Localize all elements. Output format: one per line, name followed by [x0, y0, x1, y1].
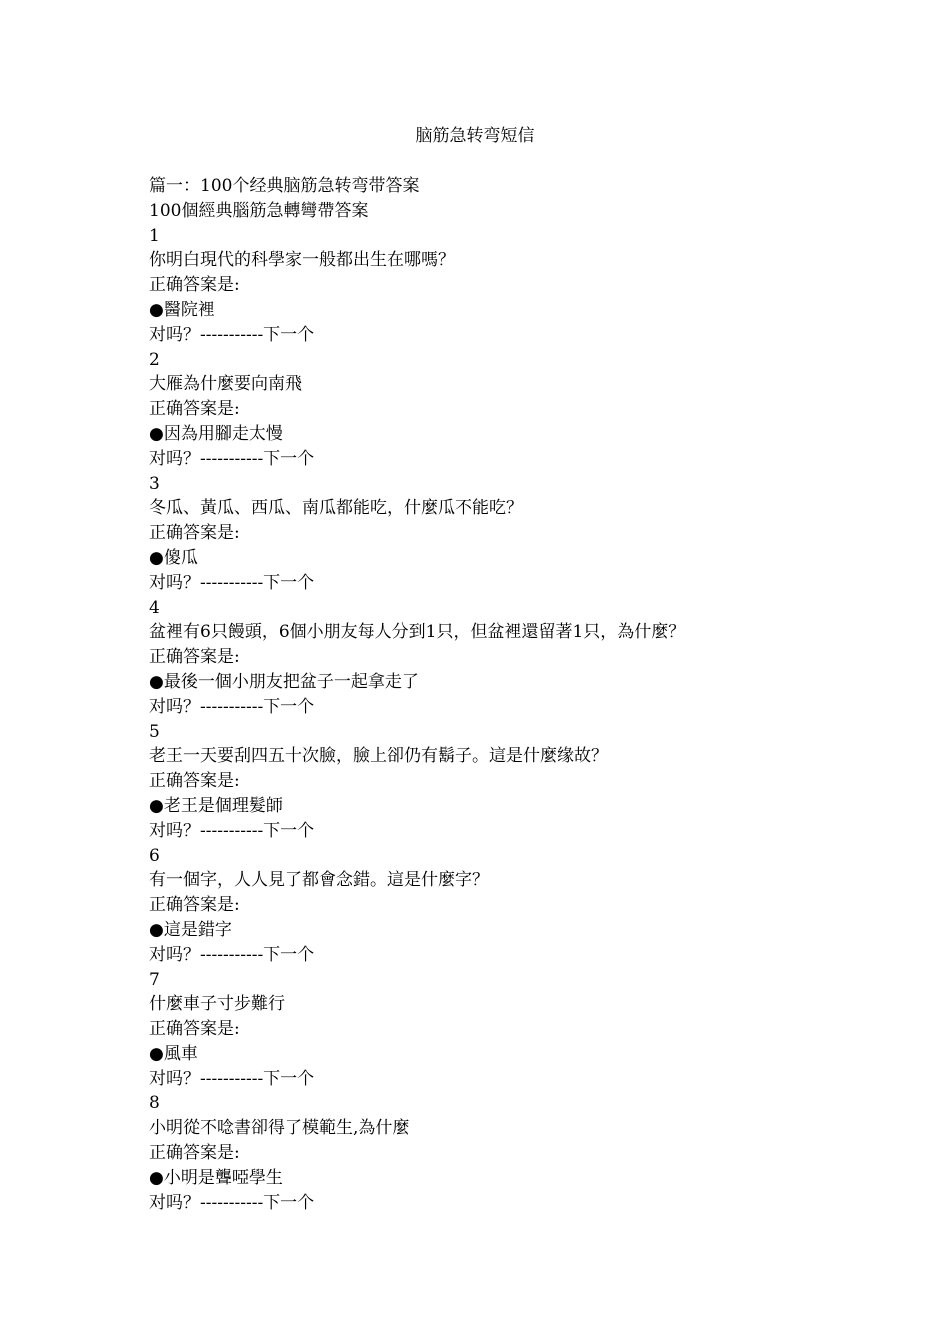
- answer-label: 正确答案是:: [149, 1143, 240, 1164]
- answer-label: 正确答案是:: [149, 399, 240, 420]
- question-text: 冬瓜、黃瓜、西瓜、南瓜都能吃，什麼瓜不能吃？: [149, 498, 523, 519]
- question-text: 老王一天要刮四五十次臉，臉上卻仍有鬍子。這是什麼缘故？: [149, 746, 608, 767]
- question-block: [149, 968, 849, 1092]
- answer-label: 正确答案是:: [149, 647, 240, 668]
- next-link-text: 对吗？-----------下一个: [149, 944, 315, 965]
- question-number: 4: [149, 597, 160, 618]
- next-link-text: 对吗？-----------下一个: [149, 696, 315, 717]
- answer-text: ●最後一個小朋友把盆子一起拿走了: [149, 671, 419, 692]
- question-text: 你明白現代的科學家一般都出生在哪嗎？: [149, 250, 455, 271]
- answer-text: ●老王是個理髮師: [149, 795, 283, 816]
- question-text: 有一個字，人人見了都會念錯。這是什麼字？: [149, 870, 489, 891]
- question-number: 1: [149, 225, 160, 246]
- next-link-text: 对吗？-----------下一个: [149, 324, 315, 345]
- answer-label: 正确答案是:: [149, 523, 240, 544]
- question-number: 6: [149, 845, 160, 866]
- answer-label: 正确答案是:: [149, 895, 240, 916]
- next-link-text: 对吗？-----------下一个: [149, 448, 315, 469]
- question-block: [149, 596, 849, 720]
- answer-text: ●傻瓜: [149, 547, 198, 568]
- next-link-text: 对吗？-----------下一个: [149, 1068, 315, 1089]
- answer-text: ●因為用腳走太慢: [149, 423, 283, 444]
- answer-text: ●這是錯字: [149, 919, 232, 940]
- question-text: 盆裡有6只饅頭，6個小朋友每人分到1只，但盆裡還留著1只，為什麼？: [149, 622, 686, 643]
- question-block: [149, 1091, 849, 1215]
- question-block: [149, 472, 849, 596]
- question-block: [149, 224, 849, 348]
- answer-text: ●風車: [149, 1043, 198, 1064]
- question-number: 7: [149, 969, 160, 990]
- question-number: 3: [149, 473, 160, 494]
- next-link-text: 对吗？-----------下一个: [149, 820, 315, 841]
- question-text: 大雁為什麼要向南飛: [149, 374, 302, 395]
- answer-label: 正确答案是:: [149, 771, 240, 792]
- question-block: [149, 844, 849, 968]
- answer-label: 正确答案是:: [149, 1019, 240, 1040]
- document-title: 脑筋急转弯短信: [415, 126, 535, 146]
- question-number: 8: [149, 1093, 160, 1114]
- answer-text: ●醫院裡: [149, 299, 215, 320]
- question-text: 小明從不唸書卻得了模範生,為什麼: [149, 1118, 410, 1139]
- section-heading: 篇一：100个经典脑筋急转弯带答案: [149, 176, 420, 196]
- next-link-text: 对吗？-----------下一个: [149, 1192, 315, 1213]
- answer-text: ●小明是聾啞學生: [149, 1167, 283, 1188]
- question-number: 5: [149, 721, 160, 742]
- question-block: [149, 720, 849, 844]
- next-link-text: 对吗？-----------下一个: [149, 572, 315, 593]
- document-body: [149, 174, 849, 1215]
- question-block: [149, 348, 849, 472]
- question-number: 2: [149, 349, 160, 370]
- answer-label: 正确答案是:: [149, 275, 240, 296]
- question-text: 什麼車子寸步難行: [149, 994, 285, 1015]
- section-subheading: 100個經典腦筋急轉彎帶答案: [149, 200, 369, 221]
